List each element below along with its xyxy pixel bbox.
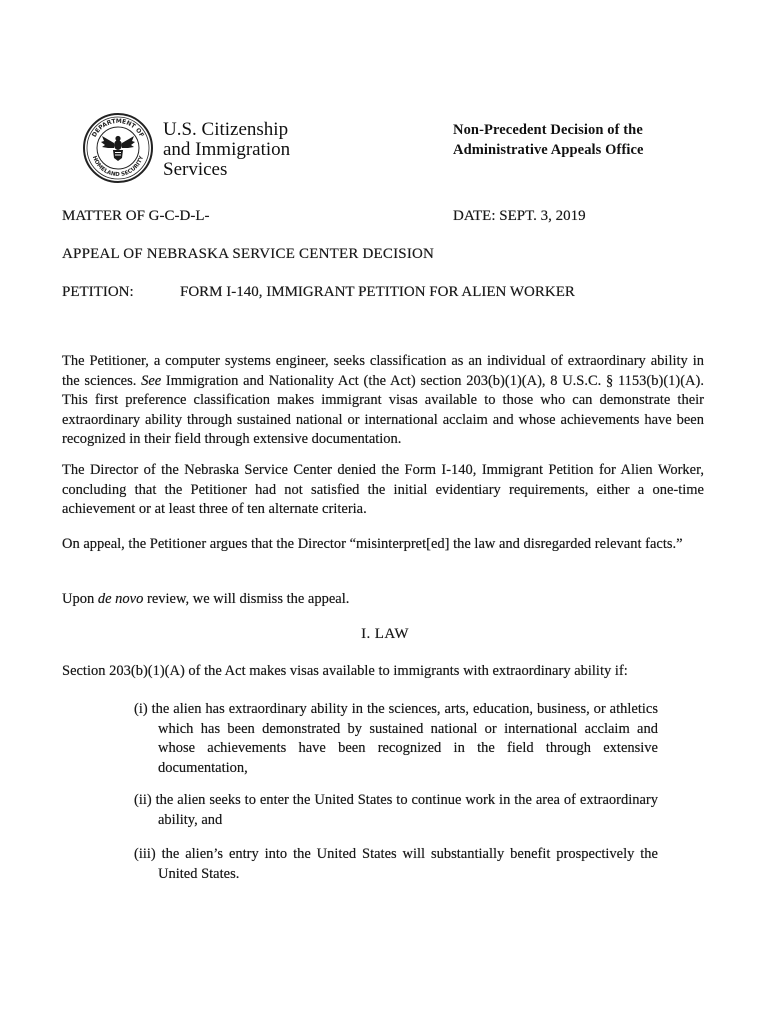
text-run: The Petitioner, a computer systems engineer, seeks classification as an individual of extraordinary ability in the sciences. [62,353,704,389]
svg-text:DEPARTMENT OF: DEPARTMENT OF [90,117,146,139]
section-heading-law: I. LAW [361,626,409,642]
svg-text:HOMELAND SECURITY: HOMELAND SECURITY [90,155,146,179]
dhs-seal-icon [82,112,154,184]
text-run: Upon [62,591,98,607]
text-run: Immigration and Nationality Act (the Act) section 203(b)(1)(A), 8 U.S.C. § 1153(b)(1)(A). This first preference classification makes immigrant visas available to those who can demonstrate their extraordinary ability through sustained national or international acclaim and whose achievements have been recognized in their field through extensive documentation. [62,372,704,447]
appeal-caption: APPEAL OF NEBRASKA SERVICE CENTER DECISION [62,246,435,262]
text-run-italic: See [141,372,162,389]
matter-caption: MATTER OF G-C-D-L- [62,208,210,224]
agency-name-line: Services [163,159,228,180]
petition-label: PETITION: [62,284,134,300]
decision-type-line: Non-Precedent Decision of the [453,122,643,138]
decision-type [453,120,644,160]
petition-caption [62,284,575,301]
decision-date: DATE: SEPT. 3, 2019 [453,208,586,224]
text-run-italic: de novo [97,591,144,607]
text-run: review, we will dismiss the appeal. [143,591,350,607]
agency-name-line: and Immigration [163,139,291,160]
paragraph-appeal-argument: On appeal, the Petitioner argues that the Director “misinterpret[ed] the law and disregarded relevant facts.” [62,536,683,552]
statute-clause-i: (i) the alien has extraordinary ability in the sciences, arts, education, business, or athletics which has been demonstrated by sustained national or international acclaim and whose achievements have been recognized in the field through extensive documentation, [134,701,658,776]
statute-clause-ii: (ii) the alien seeks to enter the United States to continue work in the area of extraordinary ability, and [134,792,658,828]
petition-value: FORM I-140, IMMIGRANT PETITION FOR ALIEN WORKER [180,284,575,300]
agency-name-line: U.S. Citizenship [163,119,289,140]
paragraph-intro [62,352,704,450]
statute-clause-iii: (iii) the alien’s entry into the United States will substantially benefit prospectively the United States. [134,846,658,882]
agency-name [163,120,290,180]
paragraph-disposition [62,590,704,610]
decision-type-line: Administrative Appeals Office [453,142,644,158]
paragraph-director-decision: The Director of the Nebraska Service Center denied the Form I-140, Immigrant Petition for Alien Worker, concluding that the Petitioner had not satisfied the initial evidentiary requirements, either a one-time achievement or at least three of ten alternate criteria. [62,462,704,517]
paragraph-statute-intro: Section 203(b)(1)(A) of the Act makes visas available to immigrants with extraordinary ability if: [62,663,628,679]
